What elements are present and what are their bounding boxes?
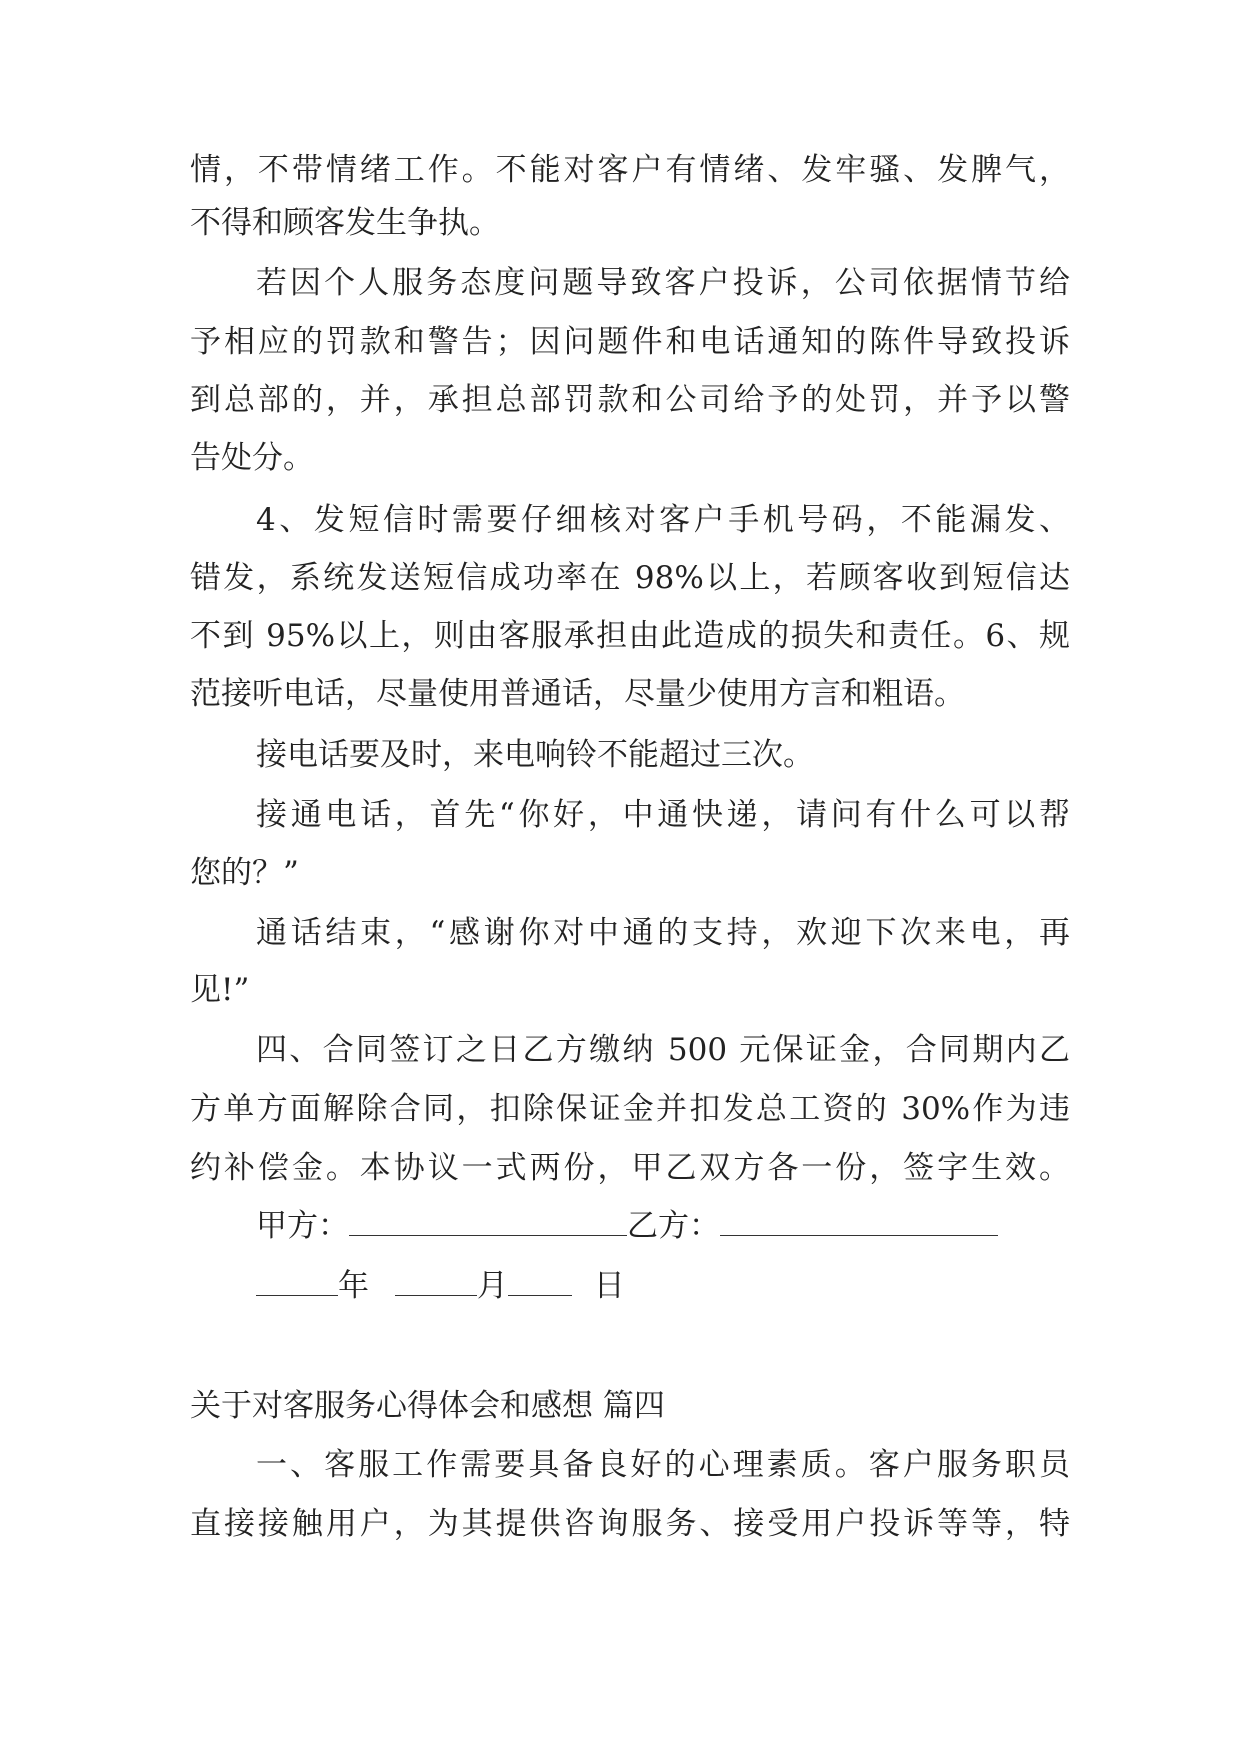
paragraph-line: 错发，系统发送短信成功率在 98%以上，若顾客收到短信达 [190, 560, 1070, 596]
paragraph-line: 范接听电话，尽量使用普通话，尽量少使用方言和粗语。 [190, 676, 965, 712]
paragraph-line: 四、合同签订之日乙方缴纳 500 元保证金，合同期内乙 [256, 1032, 1070, 1068]
month-label: 月 [476, 1268, 508, 1304]
paragraph-line: 不到 95%以上，则由客服承担由此造成的损失和责任。6、规 [190, 618, 1070, 654]
signature-line [256, 1206, 998, 1246]
paragraph-line: 予相应的罚款和警告；因问题件和电话通知的陈件导致投诉 [190, 324, 1070, 360]
paragraph-line: 接通电话，首先“你好，中通快递，请问有什么可以帮 [256, 797, 1070, 833]
party-b-blank [720, 1209, 998, 1236]
paragraph-line: 方单方面解除合同，扣除保证金并扣发总工资的 30%作为违 [190, 1091, 1070, 1127]
paragraph-line: 直接接触用户，为其提供咨询服务、接受用户投诉等等，特 [190, 1506, 1070, 1542]
day-label: 日 [593, 1268, 625, 1304]
party-b-label: 乙方： [627, 1208, 720, 1244]
party-a-label: 甲方： [256, 1208, 349, 1244]
month-blank [395, 1269, 477, 1296]
paragraph-line: 一、客服工作需要具备良好的心理素质。客户服务职员 [256, 1447, 1070, 1483]
party-a-blank [349, 1209, 627, 1236]
paragraph-line: 不得和顾客发生争执。 [190, 205, 500, 241]
paragraph-line: 告处分。 [190, 440, 314, 476]
day-blank [508, 1269, 572, 1296]
paragraph-line: 约补偿金。本协议一式两份，甲乙双方各一份，签字生效。 [190, 1150, 1070, 1186]
paragraph-line: 到总部的，并，承担总部罚款和公司给予的处罚，并予以警 [190, 382, 1070, 418]
paragraph-line: 情，不带情绪工作。不能对客户有情绪、发牢骚、发脾气， [190, 152, 1070, 188]
paragraph-line: 您的？” [190, 855, 299, 891]
section-heading: 关于对客服务心得体会和感想 篇四 [190, 1388, 665, 1424]
date-line [256, 1266, 625, 1306]
year-label: 年 [338, 1268, 369, 1304]
paragraph-line: 若因个人服务态度问题导致客户投诉，公司依据情节给 [256, 265, 1070, 301]
paragraph-line: 4、发短信时需要仔细核对客户手机号码，不能漏发、 [256, 502, 1070, 538]
paragraph-line: 见!” [190, 972, 250, 1008]
year-blank [256, 1269, 338, 1296]
paragraph-line: 接电话要及时，来电响铃不能超过三次。 [256, 737, 814, 773]
paragraph-line: 通话结束，“感谢你对中通的支持，欢迎下次来电，再 [256, 915, 1070, 951]
